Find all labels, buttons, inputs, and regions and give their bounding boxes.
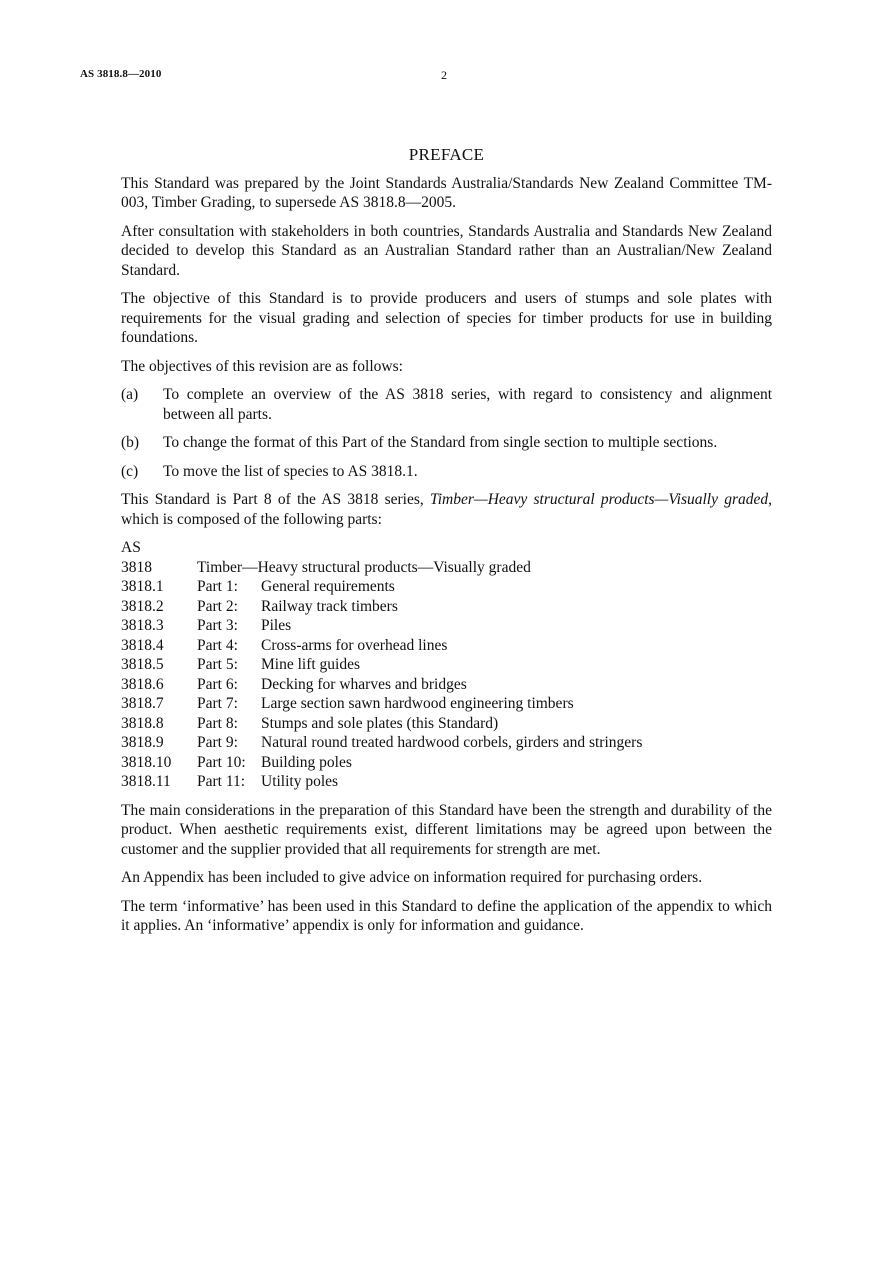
list-item <box>121 462 772 482</box>
running-head: AS 3818.8—2010 <box>80 68 162 80</box>
series-title-italic: Timber—Heavy structural products—Visually graded <box>429 491 769 508</box>
table-row <box>121 636 772 656</box>
part-label: Part 6: <box>197 675 238 693</box>
part-title: Piles <box>261 617 292 634</box>
part-title: Cross-arms for overhead lines <box>261 636 448 654</box>
paragraph-appendix: An Appendix has been included to give advice on information required for purchasing orders. <box>121 869 703 886</box>
paragraph-revision-intro: The objectives of this revision are as follows: <box>121 357 403 375</box>
table-row <box>121 675 772 695</box>
part-title: Building poles <box>261 753 352 771</box>
part-number: 3818.9 <box>121 734 164 751</box>
paragraph-consultation: After consultation with stakeholders in both countries, Standards Australia and Standards New Zealand decided to develop this Standard as an Australian Standard rather than an Australian/New Zealand Standard. <box>121 222 772 279</box>
part-label: Part 3: <box>197 617 238 634</box>
list-marker: (b) <box>121 434 140 451</box>
paragraph-series-intro <box>121 490 772 529</box>
series-number: 3818 <box>121 558 152 576</box>
table-row <box>121 772 772 792</box>
list-marker: (a) <box>121 386 139 403</box>
table-row <box>121 753 772 773</box>
page-number: 2 <box>441 68 447 82</box>
list-text: To change the format of this Part of the Standard from single section to multiple sections. <box>163 434 718 451</box>
part-number: 3818.4 <box>121 636 164 654</box>
part-title: Decking for wharves and bridges <box>261 675 467 693</box>
parts-header-row <box>121 538 772 558</box>
part-number: 3818.6 <box>121 675 164 693</box>
paragraph-considerations: The main considerations in the preparation of this Standard have been the strength and durability of the product. When aesthetic requirements exist, different limitations may be agreed upon between the customer and the supplier provided that all requirements for strength are met. <box>121 801 772 858</box>
list-marker: (c) <box>121 462 139 480</box>
table-row <box>121 577 772 597</box>
table-row <box>121 714 772 734</box>
series-intro-before: This Standard is Part 8 of the AS 3818 series, <box>121 491 430 508</box>
parts-header: AS <box>121 539 141 556</box>
part-number: 3818.1 <box>121 578 164 595</box>
series-title: Timber—Heavy structural products—Visually graded <box>197 558 531 576</box>
list-text: To complete an overview of the AS 3818 series, with regard to consistency and alignment between all parts. <box>163 386 772 423</box>
part-title: Large section sawn hardwood engineering timbers <box>261 695 574 712</box>
part-title: Mine lift guides <box>261 656 361 673</box>
paragraph-objective: The objective of this Standard is to provide producers and users of stumps and sole plates with requirements for the visual grading and selection of species for timber products for use in building foundations. <box>121 290 772 346</box>
list-text: To move the list of species to AS 3818.1. <box>163 462 418 480</box>
part-number: 3818.11 <box>121 773 171 790</box>
table-row <box>121 733 772 753</box>
part-number: 3818.5 <box>121 656 164 673</box>
table-row <box>121 694 772 714</box>
paragraph-informative: The term ‘informative’ has been used in this Standard to define the application of the appendix to which it applies. An ‘informative’ appendix is only for information and guidance. <box>121 897 772 934</box>
paragraph-committee: This Standard was prepared by the Joint Standards Australia/Standards New Zealand Committee TM-003, Timber Grading, to supersede AS 3818.8—2005. <box>121 174 772 211</box>
list-item <box>121 385 772 424</box>
list-item <box>121 433 772 453</box>
part-label: Part 4: <box>197 636 238 654</box>
series-intro-after: , which is composed of the following parts: <box>121 491 773 528</box>
part-label: Part 10: <box>197 753 246 771</box>
part-number: 3818.10 <box>121 753 172 771</box>
part-label: Part 1: <box>197 578 238 595</box>
part-label: Part 8: <box>197 714 238 732</box>
objectives-list <box>121 385 772 481</box>
part-label: Part 5: <box>197 656 238 673</box>
series-row <box>121 558 772 578</box>
part-title: Utility poles <box>261 773 339 790</box>
part-title: General requirements <box>261 578 395 595</box>
part-number: 3818.7 <box>121 695 164 712</box>
part-title: Railway track timbers <box>261 597 398 615</box>
part-label: Part 2: <box>197 597 238 615</box>
table-row <box>121 616 772 636</box>
part-title: Stumps and sole plates (this Standard) <box>261 714 499 732</box>
part-number: 3818.2 <box>121 597 164 615</box>
preface-title: PREFACE <box>408 145 485 164</box>
part-number: 3818.8 <box>121 714 164 732</box>
table-row <box>121 655 772 675</box>
parts-table <box>121 538 772 792</box>
preface-section <box>121 145 772 945</box>
part-number: 3818.3 <box>121 617 164 634</box>
part-label: Part 11: <box>197 773 246 790</box>
part-label: Part 9: <box>197 734 238 751</box>
table-row <box>121 597 772 617</box>
part-title: Natural round treated hardwood corbels, girders and stringers <box>261 734 643 751</box>
part-label: Part 7: <box>197 695 238 712</box>
